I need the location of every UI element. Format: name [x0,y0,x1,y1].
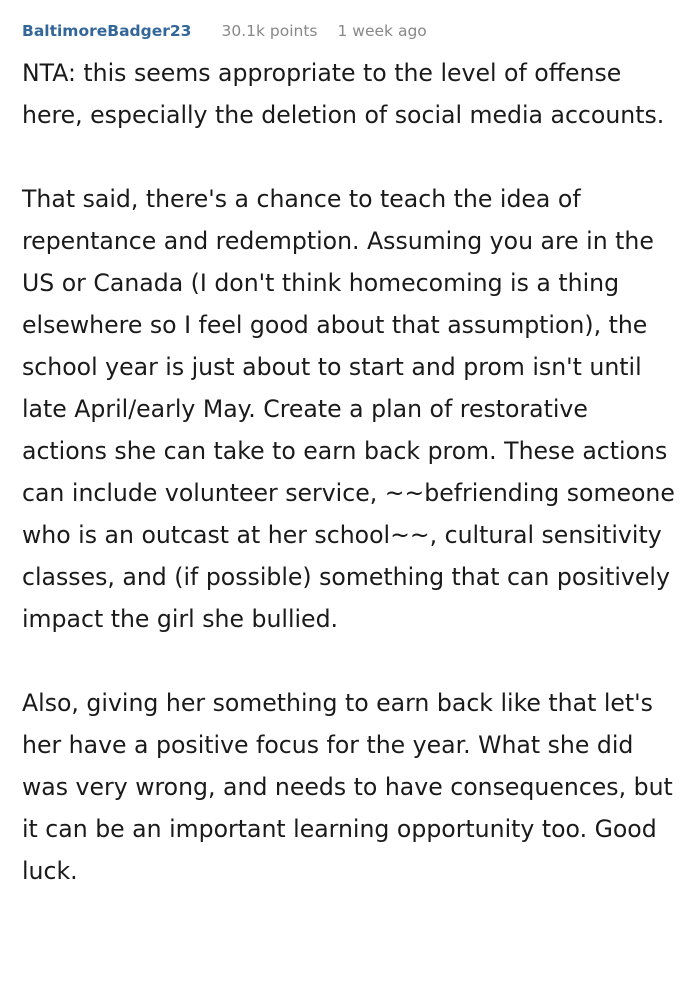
comment-points: 30.1k points [221,22,318,40]
comment-paragraph: Also, giving her something to earn back like that let's her have a positive focus for the year. What she did was very wrong, and needs to have consequences, but it can be an important learning opportunity too. Good luck. [22,689,673,885]
comment-paragraph: NTA: this seems appropriate to the level of offense here, especially the deletion of social media accounts. [22,59,665,129]
comment-paragraph: That said, there's a chance to teach the idea of repentance and redemption. Assuming you are in the US or Canada (I don't think homecoming is a thing elsewhere so I feel good about that assumption), the school year is just about to start and prom isn't until late April/early May. Create a plan of restorative actions she can take to earn back prom. These actions can include volunteer service, ~~befriending someone who is an outcast at her school~~, cultural sensitivity classes, and (if possible) something that can positively impact the girl she bullied. [22,185,675,633]
comment-timestamp: 1 week ago [337,22,427,40]
comment-body [22,52,678,892]
comment-meta [22,16,678,46]
comment-author-link[interactable]: BaltimoreBadger23 [22,22,192,40]
